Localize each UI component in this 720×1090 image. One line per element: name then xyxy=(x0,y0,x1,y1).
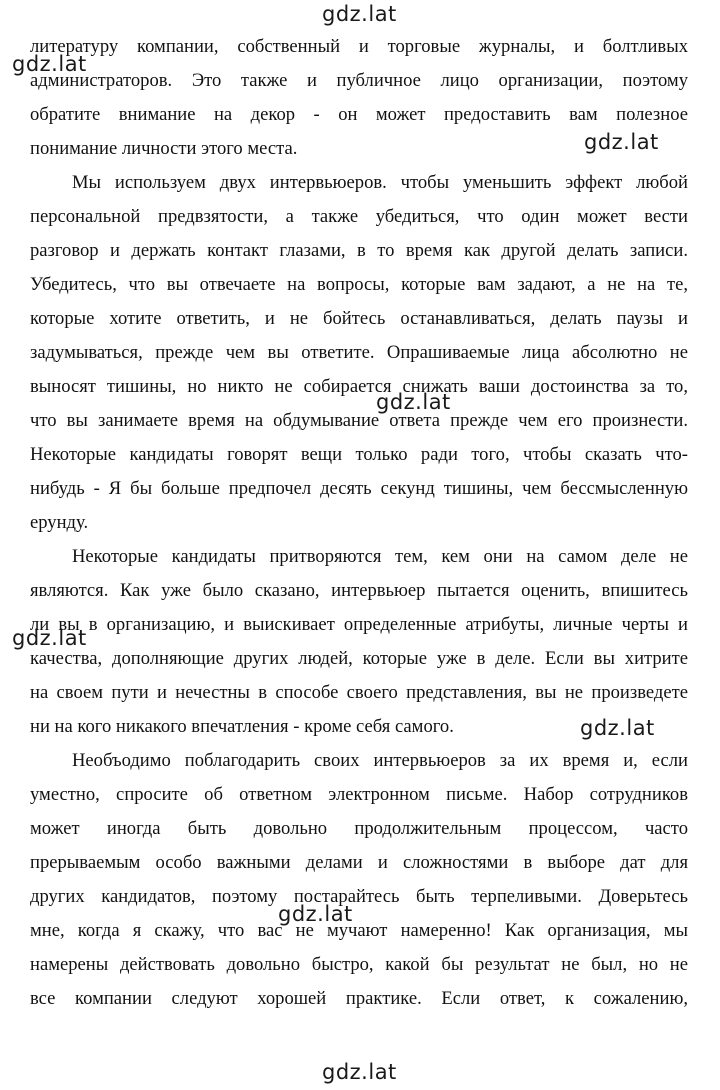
text-line: ерунду. xyxy=(30,512,89,533)
paragraph-start-line: Некоторые кандидаты притворяются тем, кем они на самом деле не xyxy=(72,546,688,567)
text-line: ли вы в организацию, и выискивает определенные атрибуты, личные черты и xyxy=(30,614,688,635)
text-line: уместно, спросите об ответном электронном письме. Набор сотрудников xyxy=(30,784,688,805)
paragraph-start-line: Необъодимо поблагодарить своих интервьюеров за их время и, если xyxy=(72,750,688,771)
watermark-bottom: gdz.lat xyxy=(322,1060,397,1084)
text-line: мне, когда я скажу, что вас не мучают намеренно! Как организация, мы xyxy=(30,920,688,941)
body-text xyxy=(30,30,688,1016)
text-line: все компании следуют хорошей практике. Если ответ, к сожалению, xyxy=(30,988,688,1009)
text-line: может иногда быть довольно продолжительным процессом, часто xyxy=(30,818,688,839)
text-line: Некоторые кандидаты говорят вещи только ради того, чтобы сказать что- xyxy=(30,444,688,465)
text-line: персональной предвзятости, а также убедиться, что один может вести xyxy=(30,206,688,227)
text-line: задумываться, прежде чем вы ответите. Опрашиваемые лица абсолютно не xyxy=(30,342,688,363)
watermark-left-1: gdz.lat xyxy=(12,52,87,76)
text-line: литературу компании, собственный и торговые журналы, и болтливых xyxy=(30,36,688,57)
text-line: на своем пути и нечестны в способе своего представления, вы не произведете xyxy=(30,682,688,703)
text-line: администраторов. Это также и публичное лицо организации, поэтому xyxy=(30,70,688,91)
text-line: что вы занимаете время на обдумывание ответа прежде чем его произнести. xyxy=(30,410,688,431)
text-line: которые хотите ответить, и не бойтесь останавливаться, делать паузы и xyxy=(30,308,688,329)
text-line: разговор и держать контакт глазами, в то время как другой делать записи. xyxy=(30,240,688,261)
text-line: выносят тишины, но никто не собирается снижать ваши достоинства за то, xyxy=(30,376,688,397)
text-line: нибудь - Я бы больше предпочел десять секунд тишины, чем бессмысленную xyxy=(30,478,688,499)
text-line: ни на кого никакого впечатления - кроме себя самого. xyxy=(30,716,454,737)
text-line: намерены действовать довольно быстро, какой бы результат не был, но не xyxy=(30,954,688,975)
watermark-center-2: gdz.lat xyxy=(278,902,353,926)
watermark-top: gdz.lat xyxy=(322,2,397,26)
text-line: являются. Как уже было сказано, интервьюер пытается оценить, впишитесь xyxy=(30,580,688,601)
text-line: прерываемым особо важными делами и сложностями в выборе дат для xyxy=(30,852,688,873)
text-line: понимание личности этого места. xyxy=(30,138,298,159)
watermark-left-2: gdz.lat xyxy=(12,626,87,650)
watermark-right-2: gdz.lat xyxy=(580,716,655,740)
watermark-center-1: gdz.lat xyxy=(376,390,451,414)
paragraph-start-line: Мы используем двух интервьюеров. чтобы уменьшить эффект любой xyxy=(72,172,688,193)
text-line: Убедитесь, что вы отвечаете на вопросы, которые вам задают, а не на те, xyxy=(30,274,688,295)
watermark-right-1: gdz.lat xyxy=(584,130,659,154)
text-line: других кандидатов, поэтому постарайтесь быть терпеливыми. Доверьтесь xyxy=(30,886,688,907)
text-line: обратите внимание на декор - он может предоставить вам полезное xyxy=(30,104,688,125)
text-line: качества, дополняющие других людей, которые уже в деле. Если вы хитрите xyxy=(30,648,688,669)
